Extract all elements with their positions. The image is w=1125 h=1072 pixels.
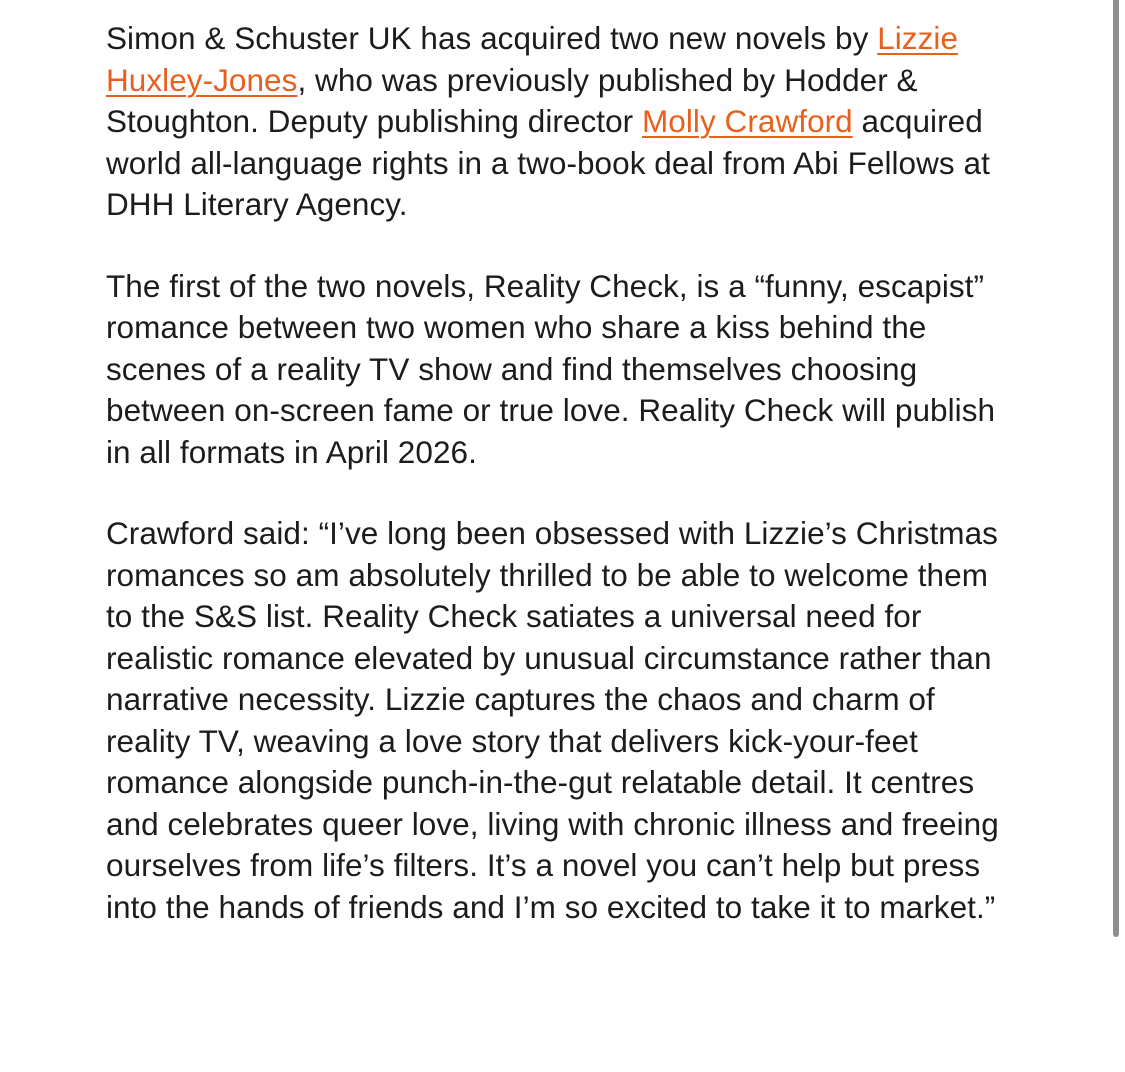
scrollbar-thumb[interactable] bbox=[1113, 0, 1119, 937]
article-body bbox=[106, 18, 1011, 968]
author-link-lizzie-huxley-jones[interactable]: Lizzie Huxley-Jones bbox=[106, 20, 959, 98]
paragraph-text: acquired world all-language rights in a two-book deal from Abi Fellows at DHH Literary Agency. bbox=[106, 103, 990, 222]
paragraph-acquisition bbox=[106, 18, 1011, 226]
paragraph-reality-check: The first of the two novels, Reality Check, is a “funny, escapist” romance between two women who share a kiss behind the scenes of a reality TV show and find themselves choosing between on-screen fame or true love. Reality Check will publish in all formats in April 2026. bbox=[106, 267, 996, 470]
editor-link-molly-crawford[interactable]: Molly Crawford bbox=[642, 103, 853, 139]
paragraph-text: , who was previously published by Hodder & Stoughton. Deputy publishing director bbox=[106, 61, 918, 139]
vertical-scrollbar[interactable] bbox=[1109, 0, 1125, 1072]
paragraph-crawford-quote: Crawford said: “I’ve long been obsessed with Lizzie’s Christmas romances so am absolutely thrilled to be able to welcome them to the S&S list. Reality Check satiates a universal need for realistic romance elevated by unusual circumstance rather than narrative necessity. Lizzie captures the chaos and charm of reality TV, weaving a love story that delivers kick-your-feet romance alongside punch-in-the-gut relatable detail. It centres and celebrates queer love, living with chronic illness and freeing ourselves from life’s filters. It’s a novel you can’t help but press into the hands of friends and I’m so excited to take it to market.” bbox=[106, 515, 999, 925]
paragraph-text: Simon & Schuster UK has acquired two new novels by bbox=[106, 20, 878, 56]
